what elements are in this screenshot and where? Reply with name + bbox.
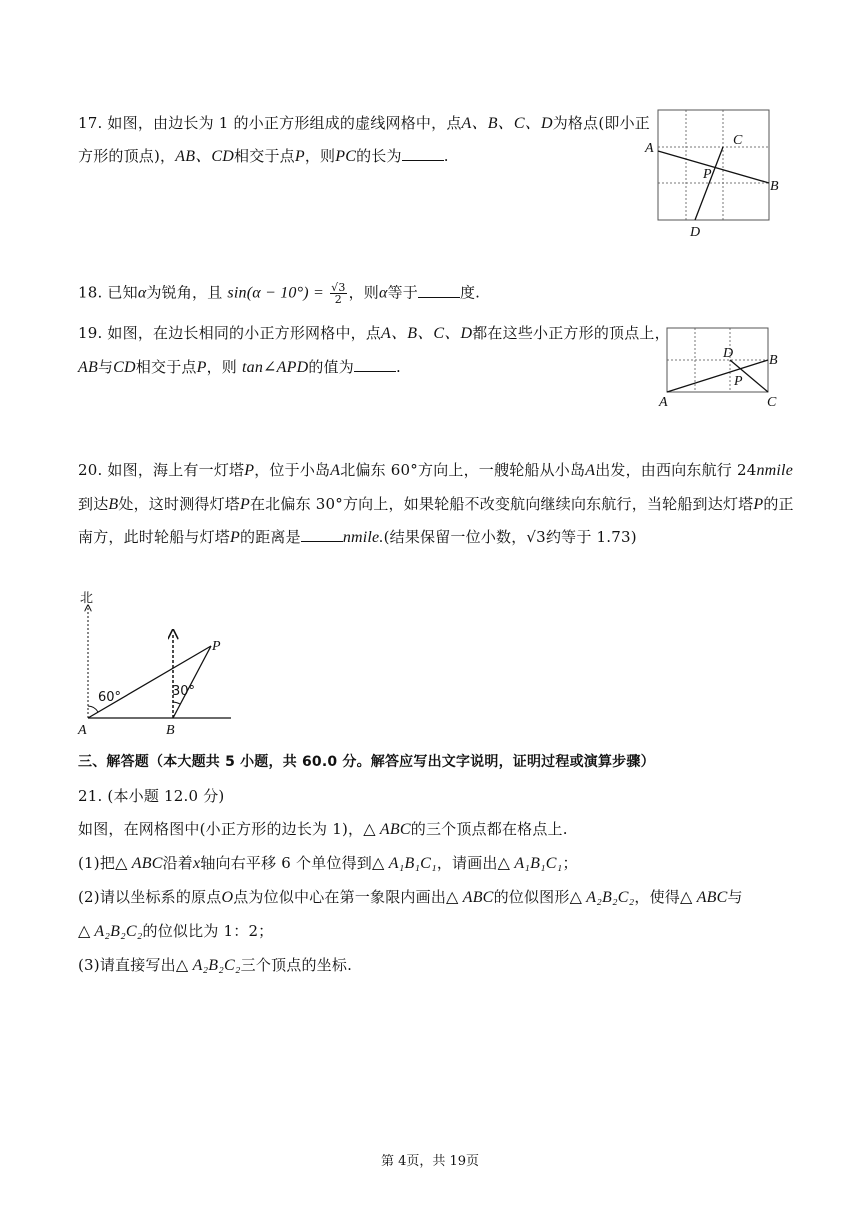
page-footer: 第 4页，共 19页 bbox=[380, 1154, 480, 1169]
q19-line2: AB与CD相交于点P，则 tan∠APD的值为 . bbox=[78, 358, 401, 376]
north-label: 北 bbox=[80, 591, 94, 606]
q21-part3: (3)请直接写出△ A₂B₂C₂三个顶点的坐标. bbox=[78, 956, 353, 974]
answer-blank bbox=[301, 527, 343, 542]
q17-label-b: B bbox=[770, 179, 779, 194]
q19-line1: 19. 如图，在边长相同的小正方形网格中，点A、B、C、D都在这些小正方形的顶点上， bbox=[78, 324, 670, 342]
q20-figure bbox=[76, 588, 246, 740]
q17-segment-ab bbox=[658, 151, 769, 183]
q21-part1: (1)把△ ABC沿着x轴向右平移 6 个单位得到△ A₁B₁C₁，请画出△ A₁B₁C₁； bbox=[78, 854, 578, 872]
q21-intro: 如图，在网格图中(小正方形的边长为 1)，△ ABC的三个顶点都在格点上. bbox=[78, 820, 568, 838]
q20-line2: 到达B处，这时测得灯塔P在北偏东 30°方向上，如果轮船不改变航向继续向东航行，当轮船到达灯塔P的正 bbox=[78, 495, 794, 513]
q19-label-b: B bbox=[769, 353, 778, 368]
answer-blank bbox=[402, 146, 444, 161]
angle-30-label: 30° bbox=[172, 684, 196, 699]
q19-label-c: C bbox=[767, 395, 777, 410]
q19-segment-ab bbox=[667, 360, 768, 392]
q20-line3: 南方，此时轮船与灯塔P的距离是 nmile.(结果保留一位小数，√3约等于 1.73) bbox=[78, 528, 637, 546]
q17-label-a: A bbox=[645, 141, 654, 156]
q19-label-d: D bbox=[723, 346, 734, 361]
q17-grid-dashed bbox=[658, 110, 769, 220]
fraction: $\frac{√3}{2}$ bbox=[331, 281, 346, 306]
q20-label-b: B bbox=[166, 723, 175, 738]
q17-label-c: C bbox=[733, 133, 743, 148]
answer-blank bbox=[354, 357, 396, 372]
q18-line: 18. 已知α为锐角，且 sin(α − 10°) = $\frac{√3}{2}$ ，则α等于 度. bbox=[78, 281, 481, 306]
angle-arc-30 bbox=[173, 702, 180, 704]
angle-arc-60 bbox=[88, 706, 98, 712]
q17-label-d: D bbox=[690, 225, 701, 240]
q21-part2-line2: △ A₂B₂C₂的位似比为 1：2； bbox=[78, 922, 274, 940]
q19-grid-dashed bbox=[667, 328, 768, 392]
q21-header: 21. (本小题 12.0 分) bbox=[78, 787, 225, 805]
q19-label-p: P bbox=[734, 374, 743, 389]
q21-part2-line1: (2)请以坐标系的原点O点为位似中心在第一象限内画出△ ABC的位似图形△ A₂B₂C₂，使得△ ABC与 bbox=[78, 888, 743, 906]
q19-grid-figure bbox=[655, 325, 785, 410]
q17-grid-figure bbox=[640, 105, 790, 245]
q20-label-a: A bbox=[78, 723, 87, 738]
q17-line2: 方形的顶点)，AB、CD相交于点P，则PC的长为 . bbox=[78, 147, 449, 165]
answer-blank bbox=[418, 283, 460, 298]
q17-line1: 17. 如图，由边长为 1 的小正方形组成的虚线网格中，点A、B、C、D为格点(即小正 bbox=[78, 114, 650, 132]
q20-line1: 20. 如图，海上有一灯塔P，位于小岛A北偏东 60°方向上，一艘轮船从小岛A出发，由西向东航行 24nmile bbox=[78, 461, 793, 479]
section-heading: 三、解答题（本大题共 5 小题，共 60.0 分。解答应写出文字说明，证明过程或演算步骤） bbox=[78, 754, 655, 770]
angle-60-label: 60° bbox=[98, 690, 122, 705]
q17-label-p: P bbox=[703, 167, 712, 182]
q19-label-a: A bbox=[659, 395, 668, 410]
q20-label-p: P bbox=[212, 639, 221, 654]
q17-grid-border bbox=[658, 110, 769, 220]
